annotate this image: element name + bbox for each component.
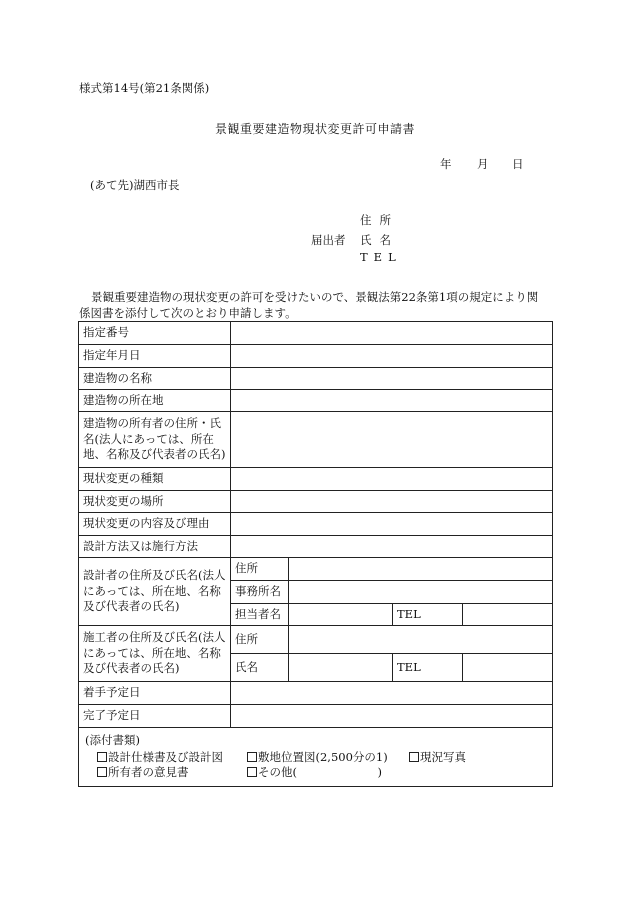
designation-number-label: 指定番号: [79, 322, 231, 345]
designation-number-field[interactable]: [231, 322, 553, 345]
designer-address-field[interactable]: [289, 558, 553, 581]
start-date-label: 着手予定日: [79, 682, 231, 705]
attachments-title: (添付書類): [85, 733, 140, 747]
change-place-field[interactable]: [231, 491, 553, 513]
building-location-field[interactable]: [231, 390, 553, 412]
checkbox-icon[interactable]: [97, 767, 107, 777]
checkbox-icon[interactable]: [247, 752, 257, 762]
constructor-name-field[interactable]: [289, 654, 393, 682]
row-change-type: [79, 468, 553, 491]
checkbox-icon[interactable]: [409, 752, 419, 762]
row-start-date: [79, 682, 553, 705]
row-change-content: [79, 513, 553, 536]
building-name-label: 建造物の名称: [79, 368, 231, 390]
change-type-field[interactable]: [231, 468, 553, 491]
owner-field[interactable]: [231, 412, 553, 468]
row-attachments: [79, 728, 553, 787]
date-month-label: 月: [477, 157, 489, 171]
attachment-item[interactable]: 所有者の意見書: [97, 765, 247, 781]
designer-office-field[interactable]: [289, 581, 553, 604]
row-designation-number: [79, 322, 553, 345]
document-title: 景観重要建造物現状変更許可申請書: [214, 122, 415, 136]
start-date-field[interactable]: [231, 682, 553, 705]
form-number: 様式第14号(第21条関係): [79, 81, 210, 95]
change-place-label: 現状変更の場所: [79, 491, 231, 513]
application-form-table: [78, 321, 553, 787]
row-completion-date: [79, 705, 553, 728]
constructor-address-label: 住所: [231, 626, 289, 654]
row-design-method: [79, 536, 553, 558]
intro-text: 景観重要建造物の現状変更の許可を受けたいので、景観法第22条第1項の規定により関係図書を添付して次のとおり申請します。: [79, 290, 539, 320]
owner-label: 建造物の所有者の住所・氏名(法人にあっては、所在地、名称及び代表者の氏名): [79, 412, 231, 468]
designer-tel-field[interactable]: [463, 604, 553, 626]
constructor-name-label: 氏名: [231, 654, 289, 682]
row-designer-address: [79, 558, 553, 581]
constructor-label: 施工者の住所及び氏名(法人にあっては、所在地、名称及び代表者の氏名): [79, 626, 231, 682]
change-content-field[interactable]: [231, 513, 553, 536]
applicant-name-label: 氏名: [360, 233, 399, 247]
attachment-item[interactable]: 設計仕様書及び設計図: [97, 750, 247, 766]
checkbox-icon[interactable]: [247, 767, 257, 777]
designer-person-field[interactable]: [289, 604, 393, 626]
designation-date-label: 指定年月日: [79, 345, 231, 368]
constructor-address-field[interactable]: [289, 626, 553, 654]
applicant-tel-label: TEL: [360, 250, 402, 264]
designer-label: 設計者の住所及び氏名(法人にあっては、所在地、名称及び代表者の氏名): [79, 558, 231, 626]
row-constructor-address: [79, 626, 553, 654]
designer-address-label: 住所: [231, 558, 289, 581]
change-content-label: 現状変更の内容及び理由: [79, 513, 231, 536]
attachment-item[interactable]: その他( ): [247, 765, 382, 781]
change-type-label: 現状変更の種類: [79, 468, 231, 491]
attachment-item[interactable]: 現況写真: [409, 750, 466, 766]
designer-office-label: 事務所名: [231, 581, 289, 604]
designer-tel-label: TEL: [393, 604, 463, 626]
building-name-field[interactable]: [231, 368, 553, 390]
applicant-heading: 届出者: [311, 233, 346, 247]
attachment-item[interactable]: 敷地位置図(2,500分の1): [247, 750, 409, 766]
row-building-location: [79, 390, 553, 412]
row-change-place: [79, 491, 553, 513]
applicant-address-label: 住所: [360, 213, 399, 227]
row-building-name: [79, 368, 553, 390]
design-method-label: 設計方法又は施行方法: [79, 536, 231, 558]
designation-date-field[interactable]: [231, 345, 553, 368]
date-year-label: 年: [440, 157, 452, 171]
date-day-label: 日: [512, 157, 524, 171]
row-owner: [79, 412, 553, 468]
row-designation-date: [79, 345, 553, 368]
constructor-tel-label: TEL: [393, 654, 463, 682]
building-location-label: 建造物の所在地: [79, 390, 231, 412]
design-method-field[interactable]: [231, 536, 553, 558]
designer-person-label: 担当者名: [231, 604, 289, 626]
addressee: (あて先)湖西市長: [90, 178, 180, 192]
checkbox-icon[interactable]: [97, 752, 107, 762]
attachments-section: [79, 728, 553, 787]
completion-date-field[interactable]: [231, 705, 553, 728]
constructor-tel-field[interactable]: [463, 654, 553, 682]
completion-date-label: 完了予定日: [79, 705, 231, 728]
